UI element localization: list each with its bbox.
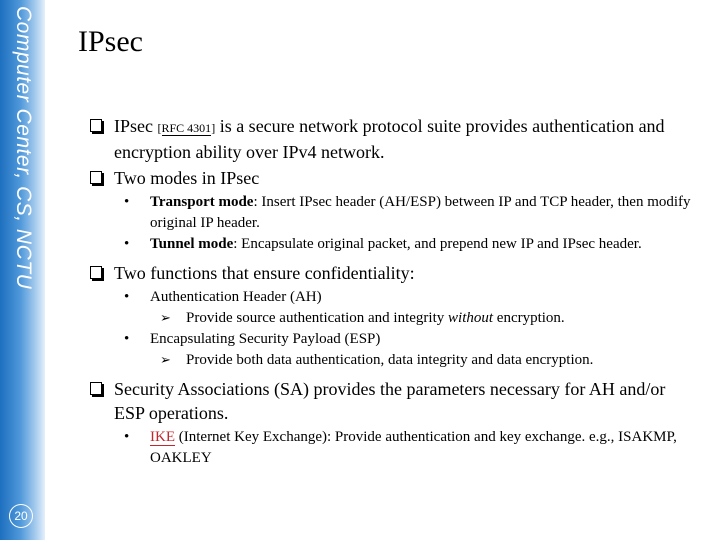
bullet-security-associations: Security Associations (SA) provides the parameters necessary for AH and/or ESP operations. [88, 377, 698, 425]
dot-bullet-icon: • [124, 331, 130, 347]
dot-bullet-icon: • [124, 236, 130, 252]
sub-bullet-esp: • Encapsulating Security Payload (ESP) [88, 329, 698, 350]
slide-title: IPsec [78, 25, 143, 58]
arrow-bullet-icon: ➢ [160, 353, 171, 368]
page-number: 20 [9, 504, 33, 528]
sub-bullet-ah: • Authentication Header (AH) [88, 287, 698, 308]
sub-bullet-transport-mode: • Transport mode: Insert IPsec header (AH/ESP) between IP and TCP header, then modify original IP header. [124, 194, 691, 231]
detail-ah: ➢ Provide source authentication and integrity without encryption. [88, 308, 698, 329]
checkbox-bullet-icon [90, 382, 102, 395]
sidebar-org-label: Computer Center, CS, NCTU [12, 6, 35, 290]
detail-esp: ➢ Provide both data authentication, data integrity and data encryption. [88, 350, 698, 371]
slide-content [88, 114, 698, 469]
sub-bullet-ike: • IKE (Internet Key Exchange): Provide authentication and key exchange. e.g., ISAKMP, OAKLEY [124, 429, 677, 466]
checkbox-bullet-icon [90, 171, 102, 184]
dot-bullet-icon: • [124, 289, 130, 305]
dot-bullet-icon: • [124, 429, 130, 445]
ike-link[interactable]: IKE [150, 429, 175, 445]
dot-bullet-icon: • [124, 194, 130, 210]
checkbox-bullet-icon [90, 266, 102, 279]
checkbox-bullet-icon [90, 119, 102, 132]
rfc-reference: [RFC 4301] [157, 121, 216, 135]
sidebar [0, 0, 45, 540]
bullet-ipsec-definition: IPsec [RFC 4301] is a secure network protocol suite provides authentication and encryption ability over IPv4 network. [88, 114, 698, 164]
bullet-two-functions: Two functions that ensure confidentiality: [88, 261, 698, 285]
bullet-two-modes: Two modes in IPsec [88, 166, 698, 190]
arrow-bullet-icon: ➢ [160, 311, 171, 326]
sub-bullet-tunnel-mode: • Tunnel mode: Encapsulate original packet, and prepend new IP and IPsec header. [88, 234, 698, 255]
